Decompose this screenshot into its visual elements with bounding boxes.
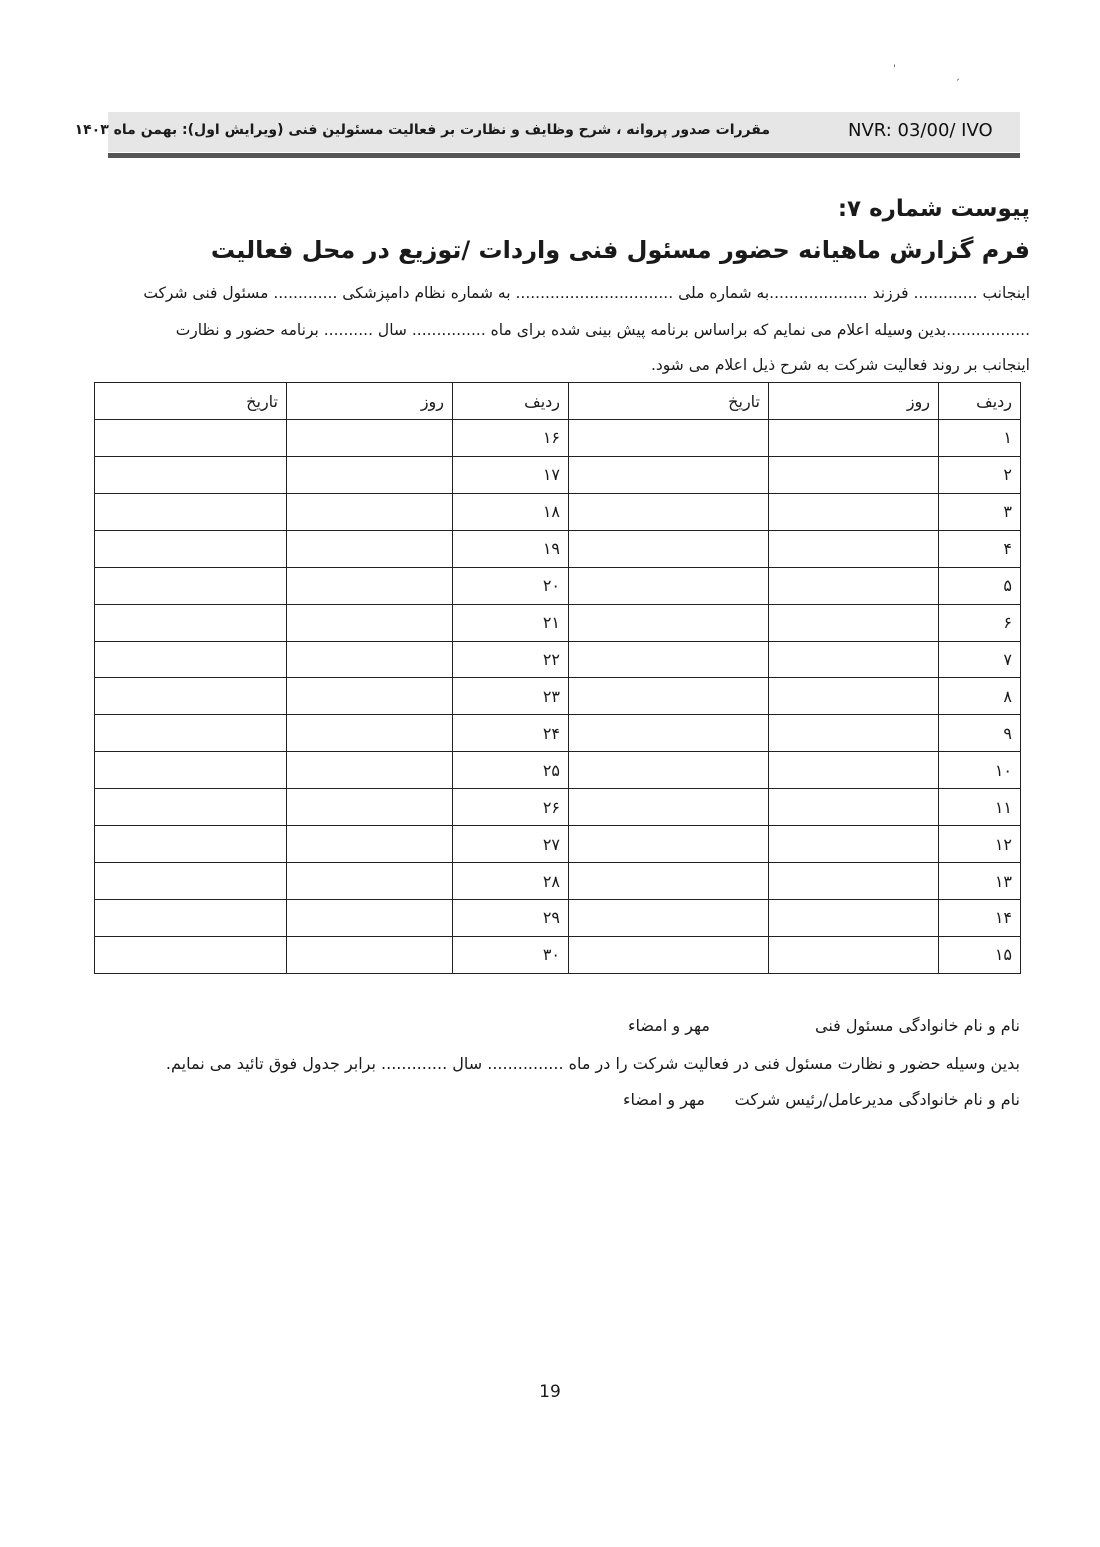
row-number-cell: ۲۳ <box>453 678 569 715</box>
day-cell <box>769 641 939 678</box>
row-number-cell: ۴ <box>939 530 1021 567</box>
date-cell <box>569 715 769 752</box>
scan-mark: ˏ <box>955 70 960 81</box>
technical-manager-signature-label: مهر و امضاء <box>628 1016 710 1035</box>
row-number-cell: ۲۲ <box>453 641 569 678</box>
table-header-row <box>95 383 1021 420</box>
day-cell <box>769 493 939 530</box>
date-cell <box>95 641 287 678</box>
day-cell <box>769 936 939 973</box>
scan-mark: ˈ <box>893 64 896 75</box>
row-number-cell: ۵ <box>939 567 1021 604</box>
row-number-cell: ۱۰ <box>939 752 1021 789</box>
row-number-cell: ۲ <box>939 456 1021 493</box>
header-title: مقررات صدور پروانه ، شرح وظایف و نظارت بر فعالیت مسئولین فنی (ویرایش اول): بهمن ماه ۱۴۰۳ <box>74 122 770 138</box>
technical-manager-name-label: نام و نام خانوادگی مسئول فنی <box>814 1016 1020 1035</box>
row-number-cell: ۳۰ <box>453 936 569 973</box>
day-cell <box>287 678 453 715</box>
date-cell <box>95 530 287 567</box>
header-cell-day: روز <box>287 383 453 420</box>
table-row <box>95 530 1021 567</box>
header-cell-date: تاریخ <box>569 383 769 420</box>
row-number-cell: ۱۴ <box>939 899 1021 936</box>
date-cell <box>569 789 769 826</box>
date-cell <box>569 826 769 863</box>
row-number-cell: ۱۶ <box>453 420 569 457</box>
day-cell <box>287 530 453 567</box>
day-cell <box>769 530 939 567</box>
header-cell-date: تاریخ <box>95 383 287 420</box>
date-cell <box>95 678 287 715</box>
day-cell <box>769 604 939 641</box>
table-row <box>95 789 1021 826</box>
day-cell <box>287 604 453 641</box>
table-row <box>95 936 1021 973</box>
day-cell <box>287 493 453 530</box>
row-number-cell: ۱۷ <box>453 456 569 493</box>
row-number-cell: ۱۲ <box>939 826 1021 863</box>
date-cell <box>95 567 287 604</box>
day-cell <box>287 826 453 863</box>
date-cell <box>569 678 769 715</box>
annex-title: پیوست شماره ۷: <box>837 196 1030 222</box>
row-number-cell: ۲۴ <box>453 715 569 752</box>
table-row <box>95 567 1021 604</box>
row-number-cell: ۱۱ <box>939 789 1021 826</box>
row-number-cell: ۳ <box>939 493 1021 530</box>
day-cell <box>287 752 453 789</box>
row-number-cell: ۱۹ <box>453 530 569 567</box>
date-cell <box>95 899 287 936</box>
table-row <box>95 752 1021 789</box>
date-cell <box>95 863 287 900</box>
day-cell <box>769 567 939 604</box>
day-cell <box>287 715 453 752</box>
header-rule <box>108 153 1020 158</box>
table-row <box>95 420 1021 457</box>
header-cell-day: روز <box>769 383 939 420</box>
date-cell <box>569 752 769 789</box>
row-number-cell: ۲۸ <box>453 863 569 900</box>
date-cell <box>95 826 287 863</box>
day-cell <box>769 456 939 493</box>
date-cell <box>95 420 287 457</box>
date-cell <box>569 493 769 530</box>
day-cell <box>769 715 939 752</box>
intro-line-1: اینجانب ............. فرزند ....................به شماره ملی ................................ به شماره نظام دامپزشکی ............. مسئول فنی شرکت <box>143 284 1030 302</box>
row-number-cell: ۲۱ <box>453 604 569 641</box>
table-row <box>95 678 1021 715</box>
row-number-cell: ۷ <box>939 641 1021 678</box>
table-row <box>95 604 1021 641</box>
row-number-cell: ۲۵ <box>453 752 569 789</box>
manager-name-label: نام و نام خانوادگی مدیرعامل/رئیس شرکت <box>734 1090 1020 1109</box>
table-row <box>95 641 1021 678</box>
row-number-cell: ۱۸ <box>453 493 569 530</box>
day-cell <box>769 826 939 863</box>
table-row <box>95 493 1021 530</box>
date-cell <box>569 530 769 567</box>
row-number-cell: ۱۳ <box>939 863 1021 900</box>
row-number-cell: ۱ <box>939 420 1021 457</box>
date-cell <box>569 604 769 641</box>
date-cell <box>569 641 769 678</box>
confirmation-statement: بدین وسیله حضور و نظارت مسئول فنی در فعالیت شرکت را در ماه ............... سال ............. برابر جدول فوق تائید می نمایم. <box>165 1054 1020 1073</box>
row-number-cell: ۱۵ <box>939 936 1021 973</box>
day-cell <box>287 456 453 493</box>
intro-line-3: اینجانب بر روند فعالیت شرکت به شرح ذیل اعلام می شود. <box>650 356 1030 374</box>
row-number-cell: ۲۶ <box>453 789 569 826</box>
table-row <box>95 456 1021 493</box>
date-cell <box>95 715 287 752</box>
table-body <box>95 420 1021 974</box>
date-cell <box>95 789 287 826</box>
date-cell <box>95 752 287 789</box>
day-cell <box>769 899 939 936</box>
day-cell <box>769 420 939 457</box>
header-cell-row-number: ردیف <box>939 383 1021 420</box>
day-cell <box>287 936 453 973</box>
header-cell-row-number: ردیف <box>453 383 569 420</box>
day-cell <box>287 789 453 826</box>
document-code: NVR: 03/00/ IVO <box>848 120 993 141</box>
date-cell <box>95 604 287 641</box>
page-number: 19 <box>539 1382 561 1402</box>
date-cell <box>95 456 287 493</box>
row-number-cell: ۲۰ <box>453 567 569 604</box>
manager-signature-label: مهر و امضاء <box>623 1090 705 1109</box>
date-cell <box>95 493 287 530</box>
day-cell <box>769 678 939 715</box>
day-cell <box>287 567 453 604</box>
table-row <box>95 863 1021 900</box>
date-cell <box>569 863 769 900</box>
row-number-cell: ۲۹ <box>453 899 569 936</box>
table-row <box>95 715 1021 752</box>
date-cell <box>569 456 769 493</box>
row-number-cell: ۶ <box>939 604 1021 641</box>
day-cell <box>769 863 939 900</box>
date-cell <box>569 567 769 604</box>
form-title: فرم گزارش ماهیانه حضور مسئول فنی واردات /توزیع در محل فعالیت <box>210 236 1030 264</box>
row-number-cell: ۲۷ <box>453 826 569 863</box>
day-cell <box>287 420 453 457</box>
row-number-cell: ۹ <box>939 715 1021 752</box>
intro-line-2: .................بدین وسیله اعلام می نمایم که براساس برنامه پیش بینی شده برای ماه ............... سال .......... برنامه حضور و نظارت <box>175 321 1030 339</box>
date-cell <box>95 936 287 973</box>
date-cell <box>569 420 769 457</box>
attendance-table <box>94 382 1021 974</box>
date-cell <box>569 936 769 973</box>
day-cell <box>287 641 453 678</box>
date-cell <box>569 899 769 936</box>
row-number-cell: ۸ <box>939 678 1021 715</box>
day-cell <box>287 899 453 936</box>
day-cell <box>769 752 939 789</box>
table-row <box>95 899 1021 936</box>
table-row <box>95 826 1021 863</box>
day-cell <box>287 863 453 900</box>
day-cell <box>769 789 939 826</box>
